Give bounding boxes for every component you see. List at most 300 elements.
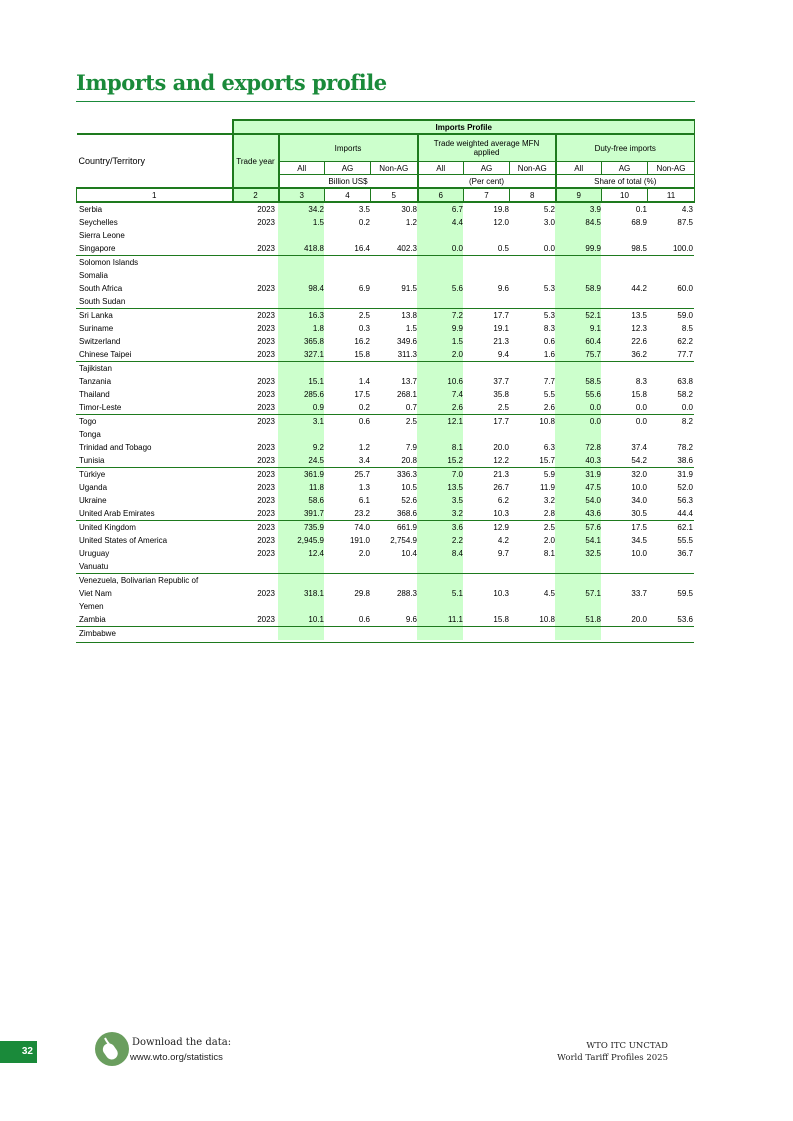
value-cell: 1.2 xyxy=(405,218,417,227)
value-cell: 44.2 xyxy=(631,284,647,293)
value-cell: 72.8 xyxy=(585,443,601,452)
country-name: Trinidad and Tobago xyxy=(79,443,152,452)
value-cell: 10.8 xyxy=(539,417,555,426)
value-cell: 2.2 xyxy=(451,536,463,545)
value-cell: 15.1 xyxy=(308,377,324,386)
value-cell: 9.1 xyxy=(589,324,601,333)
value-cell: 16.4 xyxy=(354,244,370,253)
country-name: Tanzania xyxy=(79,377,112,386)
country-name: Venezuela, Bolivarian Republic of xyxy=(79,576,199,585)
value-cell: 268.1 xyxy=(396,390,417,399)
value-cell: 51.8 xyxy=(585,615,601,624)
value-cell: 5.3 xyxy=(543,284,555,293)
value-cell: 87.5 xyxy=(677,218,693,227)
value-cell: 15.8 xyxy=(493,615,509,624)
value-cell: 98.5 xyxy=(631,244,647,253)
country-name: Togo xyxy=(79,417,97,426)
table-row xyxy=(76,454,694,468)
value-cell: 38.6 xyxy=(677,456,693,465)
value-cell: 8.3 xyxy=(543,324,555,333)
value-cell: 99.9 xyxy=(585,244,601,253)
value-cell: 60.4 xyxy=(585,337,601,346)
value-cell: 318.1 xyxy=(303,589,324,598)
value-cell: 9.7 xyxy=(497,549,509,558)
value-cell: 29.8 xyxy=(354,589,370,598)
value-cell: 368.6 xyxy=(396,509,417,518)
value-cell: 58.6 xyxy=(308,496,324,505)
value-cell: 8.1 xyxy=(543,549,555,558)
country-name: United Arab Emirates xyxy=(79,509,155,518)
value-cell: 55.6 xyxy=(585,390,601,399)
value-cell: 52.6 xyxy=(401,496,417,505)
value-cell: 10.1 xyxy=(308,615,324,624)
value-cell: 2.0 xyxy=(451,350,463,359)
value-cell: 2.5 xyxy=(358,311,370,320)
sub-label: Non-AG xyxy=(648,162,695,175)
value-cell: 1.4 xyxy=(358,377,370,386)
value-cell: 36.7 xyxy=(677,549,693,558)
value-cell: 8.4 xyxy=(451,549,463,558)
value-cell: 2.5 xyxy=(543,523,555,532)
value-cell: 0.1 xyxy=(635,205,647,214)
country-name: Chinese Taipei xyxy=(79,350,132,359)
value-cell: 8.1 xyxy=(451,443,463,452)
table-row xyxy=(76,521,694,534)
value-cell: 57.1 xyxy=(585,589,601,598)
value-cell: 57.6 xyxy=(585,523,601,532)
value-cell: 13.5 xyxy=(447,483,463,492)
table-row xyxy=(76,574,694,587)
value-cell: 0.0 xyxy=(635,417,647,426)
group-header-imports: Imports xyxy=(279,134,418,162)
value-cell: 0.0 xyxy=(589,417,601,426)
trade-year-cell: 2023 xyxy=(257,390,275,399)
trade-year-cell: 2023 xyxy=(257,218,275,227)
table-row xyxy=(76,242,694,256)
value-cell: 9.4 xyxy=(497,350,509,359)
value-cell: 10.3 xyxy=(493,589,509,598)
value-cell: 58.5 xyxy=(585,377,601,386)
sub-label: All xyxy=(279,162,325,175)
value-cell: 5.2 xyxy=(543,205,555,214)
value-cell: 4.2 xyxy=(497,536,509,545)
table-row xyxy=(76,468,694,481)
value-cell: 19.8 xyxy=(493,205,509,214)
trade-year-cell: 2023 xyxy=(257,523,275,532)
value-cell: 0.6 xyxy=(543,337,555,346)
trade-year-cell: 2023 xyxy=(257,377,275,386)
table-row xyxy=(76,534,694,547)
value-cell: 1.2 xyxy=(358,443,370,452)
country-name: Türkiye xyxy=(79,470,106,479)
value-cell: 91.5 xyxy=(401,284,417,293)
value-cell: 53.6 xyxy=(677,615,693,624)
table-row xyxy=(76,322,694,335)
value-cell: 37.4 xyxy=(631,443,647,452)
value-cell: 10.3 xyxy=(493,509,509,518)
country-name: Switzerland xyxy=(79,337,121,346)
country-name: Suriname xyxy=(79,324,114,333)
value-cell: 20.0 xyxy=(631,615,647,624)
value-cell: 349.6 xyxy=(396,337,417,346)
value-cell: 15.7 xyxy=(539,456,555,465)
value-cell: 15.8 xyxy=(354,350,370,359)
value-cell: 11.1 xyxy=(448,615,463,624)
value-cell: 17.7 xyxy=(493,311,509,320)
value-cell: 23.2 xyxy=(354,509,370,518)
value-cell: 1.6 xyxy=(543,350,555,359)
value-cell: 20.0 xyxy=(493,443,509,452)
column-number: 9 xyxy=(556,188,602,202)
value-cell: 17.5 xyxy=(631,523,647,532)
value-cell: 7.7 xyxy=(543,377,555,386)
value-cell: 40.3 xyxy=(585,456,601,465)
column-number: 3 xyxy=(279,188,325,202)
value-cell: 365.8 xyxy=(303,337,324,346)
country-name: Seychelles xyxy=(79,218,118,227)
value-cell: 402.3 xyxy=(396,244,417,253)
value-cell: 327.1 xyxy=(303,350,324,359)
table-header xyxy=(76,119,695,203)
sub-label: All xyxy=(418,162,464,175)
value-cell: 17.7 xyxy=(493,417,509,426)
table-row xyxy=(76,627,694,640)
value-cell: 2.0 xyxy=(358,549,370,558)
value-cell: 6.7 xyxy=(451,205,463,214)
value-cell: 10.8 xyxy=(539,615,555,624)
trade-year-cell: 2023 xyxy=(257,509,275,518)
value-cell: 6.2 xyxy=(497,496,509,505)
value-cell: 3.5 xyxy=(358,205,370,214)
value-cell: 21.3 xyxy=(493,470,509,479)
value-cell: 0.9 xyxy=(312,403,324,412)
country-name: Uganda xyxy=(79,483,108,492)
value-cell: 25.7 xyxy=(354,470,370,479)
value-cell: 13.7 xyxy=(401,377,417,386)
table-row xyxy=(76,547,694,560)
country-name: South Sudan xyxy=(79,297,126,306)
table-row xyxy=(76,229,694,242)
value-cell: 0.0 xyxy=(635,403,647,412)
value-cell: 10.0 xyxy=(631,549,647,558)
value-cell: 35.8 xyxy=(493,390,509,399)
value-cell: 288.3 xyxy=(396,589,417,598)
country-name: Tonga xyxy=(79,430,101,439)
value-cell: 191.0 xyxy=(349,536,370,545)
value-cell: 3.9 xyxy=(589,205,601,214)
country-header: Country/Territory xyxy=(77,134,233,188)
value-cell: 84.5 xyxy=(585,218,601,227)
value-cell: 32.5 xyxy=(585,549,601,558)
publisher-line: WTO ITC UNCTAD xyxy=(586,1041,668,1051)
trade-year-header: Trade year xyxy=(233,134,279,188)
value-cell: 12.9 xyxy=(493,523,509,532)
table-row xyxy=(76,269,694,282)
value-cell: 0.0 xyxy=(451,244,463,253)
value-cell: 2.0 xyxy=(543,536,555,545)
sub-label: AG xyxy=(602,162,648,175)
country-name: Ukraine xyxy=(79,496,107,505)
country-name: Zambia xyxy=(79,615,106,624)
value-cell: 0.0 xyxy=(681,403,693,412)
value-cell: 4.5 xyxy=(543,589,555,598)
table-row xyxy=(76,494,694,507)
value-cell: 16.2 xyxy=(354,337,370,346)
trade-year-cell: 2023 xyxy=(257,456,275,465)
sub-label: AG xyxy=(325,162,371,175)
trade-year-cell: 2023 xyxy=(257,496,275,505)
value-cell: 3.5 xyxy=(451,496,463,505)
table-row xyxy=(76,600,694,613)
value-cell: 3.2 xyxy=(543,496,555,505)
column-number: 8 xyxy=(510,188,556,202)
country-name: Serbia xyxy=(79,205,103,214)
value-cell: 58.9 xyxy=(585,284,601,293)
title-rule xyxy=(76,101,695,102)
table-end-rule xyxy=(76,642,694,644)
value-cell: 7.9 xyxy=(405,443,417,452)
sub-label: All xyxy=(556,162,602,175)
trade-year-cell: 2023 xyxy=(257,589,275,598)
trade-year-cell: 2023 xyxy=(257,443,275,452)
value-cell: 68.9 xyxy=(631,218,647,227)
table-row xyxy=(76,295,694,309)
value-cell: 7.0 xyxy=(451,470,463,479)
value-cell: 13.5 xyxy=(631,311,647,320)
value-cell: 6.3 xyxy=(543,443,555,452)
country-name: Somalia xyxy=(79,271,108,280)
value-cell: 77.7 xyxy=(677,350,693,359)
table-row xyxy=(76,587,694,600)
value-cell: 9.6 xyxy=(497,284,509,293)
table-row xyxy=(76,481,694,494)
value-cell: 100.0 xyxy=(672,244,693,253)
country-name: Uruguay xyxy=(79,549,110,558)
value-cell: 34.2 xyxy=(308,205,324,214)
value-cell: 8.5 xyxy=(681,324,693,333)
table-row xyxy=(76,362,694,375)
value-cell: 361.9 xyxy=(303,470,324,479)
trade-year-cell: 2023 xyxy=(257,205,275,214)
table-row xyxy=(76,401,694,415)
value-cell: 0.2 xyxy=(358,403,370,412)
column-number: 2 xyxy=(233,188,279,202)
value-cell: 6.9 xyxy=(358,284,370,293)
trade-year-cell: 2023 xyxy=(257,417,275,426)
value-cell: 3.0 xyxy=(543,218,555,227)
table-row xyxy=(76,560,694,574)
country-name: Sierra Leone xyxy=(79,231,125,240)
value-cell: 15.2 xyxy=(447,456,463,465)
page-number: 32 xyxy=(0,1041,37,1063)
value-cell: 32.0 xyxy=(631,470,647,479)
column-number: 7 xyxy=(464,188,510,202)
sub-label: Non-AG xyxy=(371,162,418,175)
country-name: Thailand xyxy=(79,390,110,399)
table-row xyxy=(76,348,694,362)
trade-year-cell: 2023 xyxy=(257,337,275,346)
value-cell: 16.3 xyxy=(308,311,324,320)
table-row xyxy=(76,507,694,521)
value-cell: 9.6 xyxy=(405,615,417,624)
column-number: 6 xyxy=(418,188,464,202)
country-name: United States of America xyxy=(79,536,168,545)
column-number: 5 xyxy=(371,188,418,202)
value-cell: 10.4 xyxy=(401,549,417,558)
country-name: Timor-Leste xyxy=(79,403,122,412)
trade-year-cell: 2023 xyxy=(257,549,275,558)
value-cell: 7.4 xyxy=(451,390,463,399)
trade-year-cell: 2023 xyxy=(257,483,275,492)
country-name: Vanuatu xyxy=(79,562,109,571)
trade-year-cell: 2023 xyxy=(257,403,275,412)
value-cell: 11.9 xyxy=(540,483,555,492)
value-cell: 12.1 xyxy=(447,417,463,426)
value-cell: 19.1 xyxy=(493,324,509,333)
sub-label: Non-AG xyxy=(510,162,556,175)
value-cell: 9.2 xyxy=(312,443,324,452)
value-cell: 0.6 xyxy=(358,417,370,426)
value-cell: 336.3 xyxy=(396,470,417,479)
column-number: 11 xyxy=(648,188,695,202)
value-cell: 2.8 xyxy=(543,509,555,518)
value-cell: 0.5 xyxy=(497,244,509,253)
value-cell: 285.6 xyxy=(303,390,324,399)
table-row xyxy=(76,441,694,454)
value-cell: 5.6 xyxy=(451,284,463,293)
table-row xyxy=(76,613,694,627)
value-cell: 735.9 xyxy=(303,523,324,532)
value-cell: 7.2 xyxy=(451,311,463,320)
table-row xyxy=(76,256,694,269)
value-cell: 54.2 xyxy=(631,456,647,465)
value-cell: 62.1 xyxy=(677,523,693,532)
value-cell: 5.3 xyxy=(543,311,555,320)
value-cell: 30.5 xyxy=(631,509,647,518)
value-cell: 31.9 xyxy=(585,470,601,479)
value-cell: 3.4 xyxy=(358,456,370,465)
value-cell: 21.3 xyxy=(493,337,509,346)
value-cell: 98.4 xyxy=(308,284,324,293)
page-title: Imports and exports profile xyxy=(76,70,387,95)
value-cell: 62.2 xyxy=(677,337,693,346)
value-cell: 2,754.9 xyxy=(390,536,417,545)
value-cell: 36.2 xyxy=(631,350,647,359)
value-cell: 12.0 xyxy=(493,218,509,227)
value-cell: 5.9 xyxy=(543,470,555,479)
value-cell: 8.2 xyxy=(681,417,693,426)
table-row xyxy=(76,375,694,388)
download-link[interactable]: www.wto.org/statistics xyxy=(130,1052,223,1063)
value-cell: 37.7 xyxy=(493,377,509,386)
value-cell: 4.3 xyxy=(681,205,693,214)
trade-year-cell: 2023 xyxy=(257,244,275,253)
value-cell: 2.6 xyxy=(543,403,555,412)
trade-year-cell: 2023 xyxy=(257,284,275,293)
table-row xyxy=(76,335,694,348)
value-cell: 5.5 xyxy=(543,390,555,399)
value-cell: 58.2 xyxy=(677,390,693,399)
value-cell: 0.7 xyxy=(405,403,417,412)
value-cell: 33.7 xyxy=(631,589,647,598)
value-cell: 34.5 xyxy=(631,536,647,545)
value-cell: 43.6 xyxy=(585,509,601,518)
value-cell: 12.2 xyxy=(493,456,509,465)
value-cell: 11.8 xyxy=(309,483,324,492)
value-cell: 10.0 xyxy=(631,483,647,492)
value-cell: 34.0 xyxy=(631,496,647,505)
value-cell: 15.8 xyxy=(631,390,647,399)
value-cell: 2,945.9 xyxy=(297,536,324,545)
table-row xyxy=(76,203,694,216)
value-cell: 1.5 xyxy=(451,337,463,346)
value-cell: 6.1 xyxy=(358,496,370,505)
value-cell: 0.2 xyxy=(358,218,370,227)
value-cell: 60.0 xyxy=(677,284,693,293)
column-number: 4 xyxy=(325,188,371,202)
column-number: 1 xyxy=(77,188,233,202)
value-cell: 2.5 xyxy=(497,403,509,412)
table-row xyxy=(76,428,694,441)
value-cell: 56.3 xyxy=(677,496,693,505)
value-cell: 9.9 xyxy=(451,324,463,333)
trade-year-cell: 2023 xyxy=(257,536,275,545)
trade-year-cell: 2023 xyxy=(257,311,275,320)
table-row xyxy=(76,216,694,229)
value-cell: 12.4 xyxy=(308,549,324,558)
value-cell: 4.4 xyxy=(451,218,463,227)
group-header-duty-free: Duty-free imports xyxy=(556,134,695,162)
value-cell: 2.6 xyxy=(451,403,463,412)
value-cell: 3.1 xyxy=(312,417,324,426)
value-cell: 1.8 xyxy=(312,324,324,333)
value-cell: 8.3 xyxy=(635,377,647,386)
units-mfn: (Per cent) xyxy=(418,175,556,189)
country-name: Yemen xyxy=(79,602,104,611)
publication-title: World Tariff Profiles 2025 xyxy=(557,1053,668,1063)
value-cell: 5.1 xyxy=(451,589,463,598)
value-cell: 47.5 xyxy=(585,483,601,492)
value-cell: 13.8 xyxy=(401,311,417,320)
value-cell: 20.8 xyxy=(401,456,417,465)
value-cell: 10.6 xyxy=(447,377,463,386)
value-cell: 0.0 xyxy=(589,403,601,412)
value-cell: 22.6 xyxy=(631,337,647,346)
value-cell: 391.7 xyxy=(303,509,324,518)
mouse-download-icon[interactable] xyxy=(95,1032,129,1066)
value-cell: 3.2 xyxy=(451,509,463,518)
value-cell: 12.3 xyxy=(631,324,647,333)
value-cell: 311.3 xyxy=(397,350,417,359)
value-cell: 661.9 xyxy=(396,523,417,532)
value-cell: 78.2 xyxy=(677,443,693,452)
value-cell: 1.5 xyxy=(405,324,417,333)
value-cell: 0.0 xyxy=(543,244,555,253)
value-cell: 0.3 xyxy=(358,324,370,333)
super-header: Imports Profile xyxy=(233,120,695,134)
value-cell: 54.0 xyxy=(585,496,601,505)
country-name: Sri Lanka xyxy=(79,311,113,320)
value-cell: 59.5 xyxy=(677,589,693,598)
value-cell: 17.5 xyxy=(354,390,370,399)
value-cell: 52.1 xyxy=(585,311,601,320)
value-cell: 52.0 xyxy=(677,483,693,492)
table-row xyxy=(76,309,694,322)
country-name: Tajikistan xyxy=(79,364,112,373)
country-name: Solomon Islands xyxy=(79,258,139,267)
country-name: Zimbabwe xyxy=(79,629,116,638)
value-cell: 1.5 xyxy=(312,218,324,227)
